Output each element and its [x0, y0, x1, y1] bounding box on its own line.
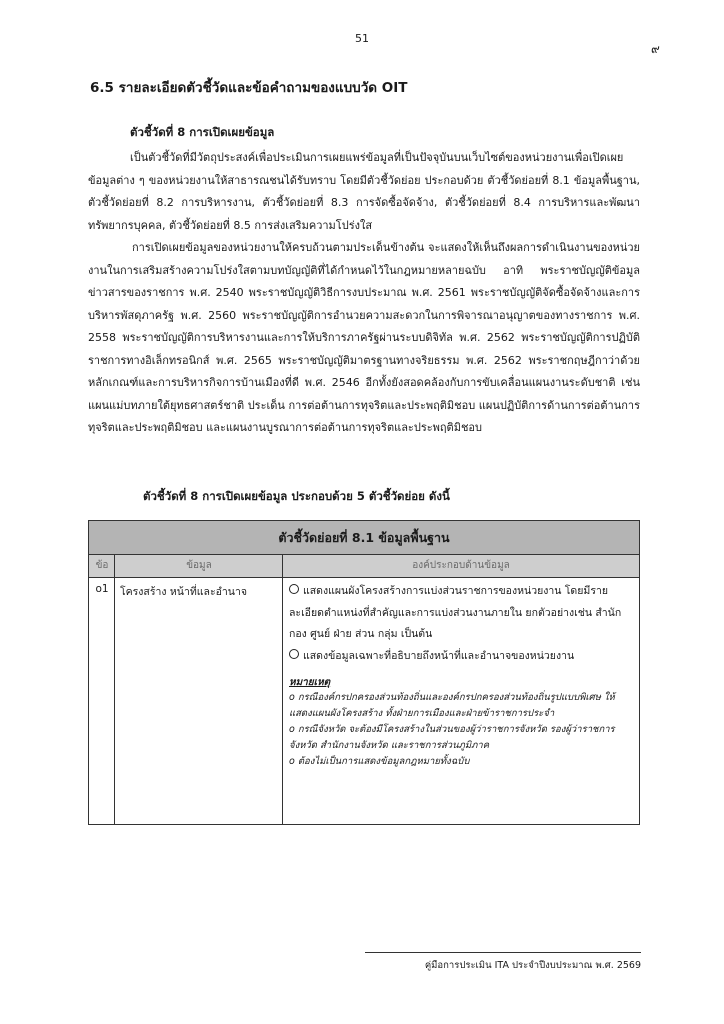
note-item: o กรณีจังหวัด จะต้องมีโครงสร้างในส่วนของผู้ว่าราชการจังหวัด รองผู้ว่าราชการจังหวัด สำนักงานจังหวัด และราชการส่วนภูมิภาค: [289, 724, 615, 751]
col-header-components: องค์ประกอบด้านข้อมูล: [412, 560, 510, 571]
circle-bullet-icon: [289, 649, 299, 659]
table-title: ตัวชี้วัดย่อยที่ 8.1 ข้อมูลพื้นฐาน: [89, 521, 639, 555]
col-header-no: ข้อ: [95, 560, 109, 571]
section-title: 6.5 รายละเอียดตัวชี้วัดและข้อคำถามของแบบวัด OIT: [90, 80, 408, 96]
circle-bullet-icon: [289, 584, 299, 594]
note-item: o ต้องไม่เป็นการแสดงข้อมูลกฎหมายทั้งฉบับ: [289, 756, 470, 767]
intro-paragraph: เป็นตัวชี้วัดที่มีวัตถุประสงค์เพื่อประเมินการเผยแพร่ข้อมูลที่เป็นปัจจุบันบนเว็บไซต์ของหน่วยงานเพื่อเปิดเผยข้อมูลต่าง ๆ ของหน่วยงานให้สาธารณชนได้รับทราบ โดยมีตัวชี้วัดย่อย ประกอบด้วย ตัวชี้วัดย่อยที่ 8.1 ข้อมูลพื้นฐาน, ตัวชี้วัดย่อยที่ 8.2 การบริหารงาน, ตัวชี้วัดย่อยที่ 8.3 การจัดซื้อจัดจ้าง, ตัวชี้วัดย่อยที่ 8.4 การบริหารและพัฒนาทรัพยากรบุคคล, ตัวชี้วัดย่อยที่ 8.5 การส่งเสริมความโปร่งใส: [88, 151, 640, 232]
thai-page-number: ๙: [651, 42, 660, 56]
law-paragraph: การเปิดเผยข้อมูลของหน่วยงานให้ครบถ้วนตามประเด็นข้างต้น จะแสดงให้เห็นถึงผลการดำเนินงานของหน่วยงานในการเสริมสร้างความโปร่งใสตามบทบัญญัติที่ได้กำหนดไว้ในกฎหมายหลายฉบับ อาทิ พระราชบัญญัติข้อมูลข่าวสารของราชการ พ.ศ. 2540 พระราชบัญญัติวิธีการงบประมาณ พ.ศ. 2561 พระราชบัญญัติจัดซื้อจัดจ้างและการบริหารพัสดุภาครัฐ พ.ศ. 2560 พระราชบัญญัติการอำนวยความสะดวกในการพิจารณาอนุญาตของทางราชการ พ.ศ. 2558 พระราชบัญญัติการบริหารงานและการให้บริการภาครัฐผ่านระบบดิจิทัล พ.ศ. 2562 พระราชบัญญัติการปฏิบัติราชการทางอิเล็กทรอนิกส์ พ.ศ. 2565 พระราชบัญญัติมาตรฐานทางจริยธรรม พ.ศ. 2562 พระราชกฤษฎีกาว่าด้วยหลักเกณฑ์และการบริหารกิจการบ้านเมืองที่ดี พ.ศ. 2546 อีกทั้งยังสอดคล้องกับการขับเคลื่อนแผนงานระดับชาติ เช่น แผนแม่บทภายใต้ยุทธศาสตร์ชาติ ประเด็น การต่อต้านการทุจริตและประพฤติมิชอบ แผนปฏิบัติการด้านการต่อต้านการทุจริตและประพฤติมิชอบ และแผนงานบูรณาการต่อต้านการทุจริตและประพฤติมิชอบ: [88, 241, 640, 434]
note-title: หมายเหตุ: [289, 677, 331, 688]
list-item: [289, 581, 633, 646]
row-item: โครงสร้าง หน้าที่และอำนาจ: [120, 586, 248, 598]
footer-divider: [365, 952, 641, 953]
footer-text: คู่มือการประเมิน ITA ประจำปีงบประมาณ พ.ศ. 2569: [424, 960, 641, 971]
description-text: แสดงข้อมูลเฉพาะที่อธิบายถึงหน้าที่และอำนาจของหน่วยงาน: [303, 649, 575, 662]
list-item: [289, 646, 633, 668]
row-number: o1: [95, 583, 109, 595]
indicator-subtitle: ตัวชี้วัดที่ 8 การเปิดเผยข้อมูล: [130, 125, 275, 139]
page-number: 51: [355, 32, 369, 45]
row-description: [289, 581, 633, 770]
note-item: o กรณีองค์กรปกครองส่วนท้องถิ่นและองค์กรปกครองส่วนท้องถิ่นรูปแบบพิเศษ ให้แสดงแผนผังโครงสร้าง ทั้งฝ่ายการเมืองและฝ่ายข้าราชการประจำ: [289, 692, 615, 719]
indicator-table: [88, 520, 640, 825]
description-text: แสดงแผนผังโครงสร้างการแบ่งส่วนราชการของหน่วยงาน โดยมีรายละเอียดตำแหน่งที่สำคัญและการแบ่งส่วนงานภายใน ยกตัวอย่างเช่น สำนัก กอง ศูนย์ ฝ่าย ส่วน กลุ่ม เป็นต้น: [289, 585, 622, 640]
table-header-row: [89, 555, 639, 578]
table-caption: ตัวชี้วัดที่ 8 การเปิดเผยข้อมูล ประกอบด้วย 5 ตัวชี้วัดย่อย ดังนี้: [143, 489, 450, 503]
column-divider: [114, 555, 115, 824]
col-header-item: ข้อมูล: [186, 560, 212, 571]
column-divider: [282, 555, 283, 824]
